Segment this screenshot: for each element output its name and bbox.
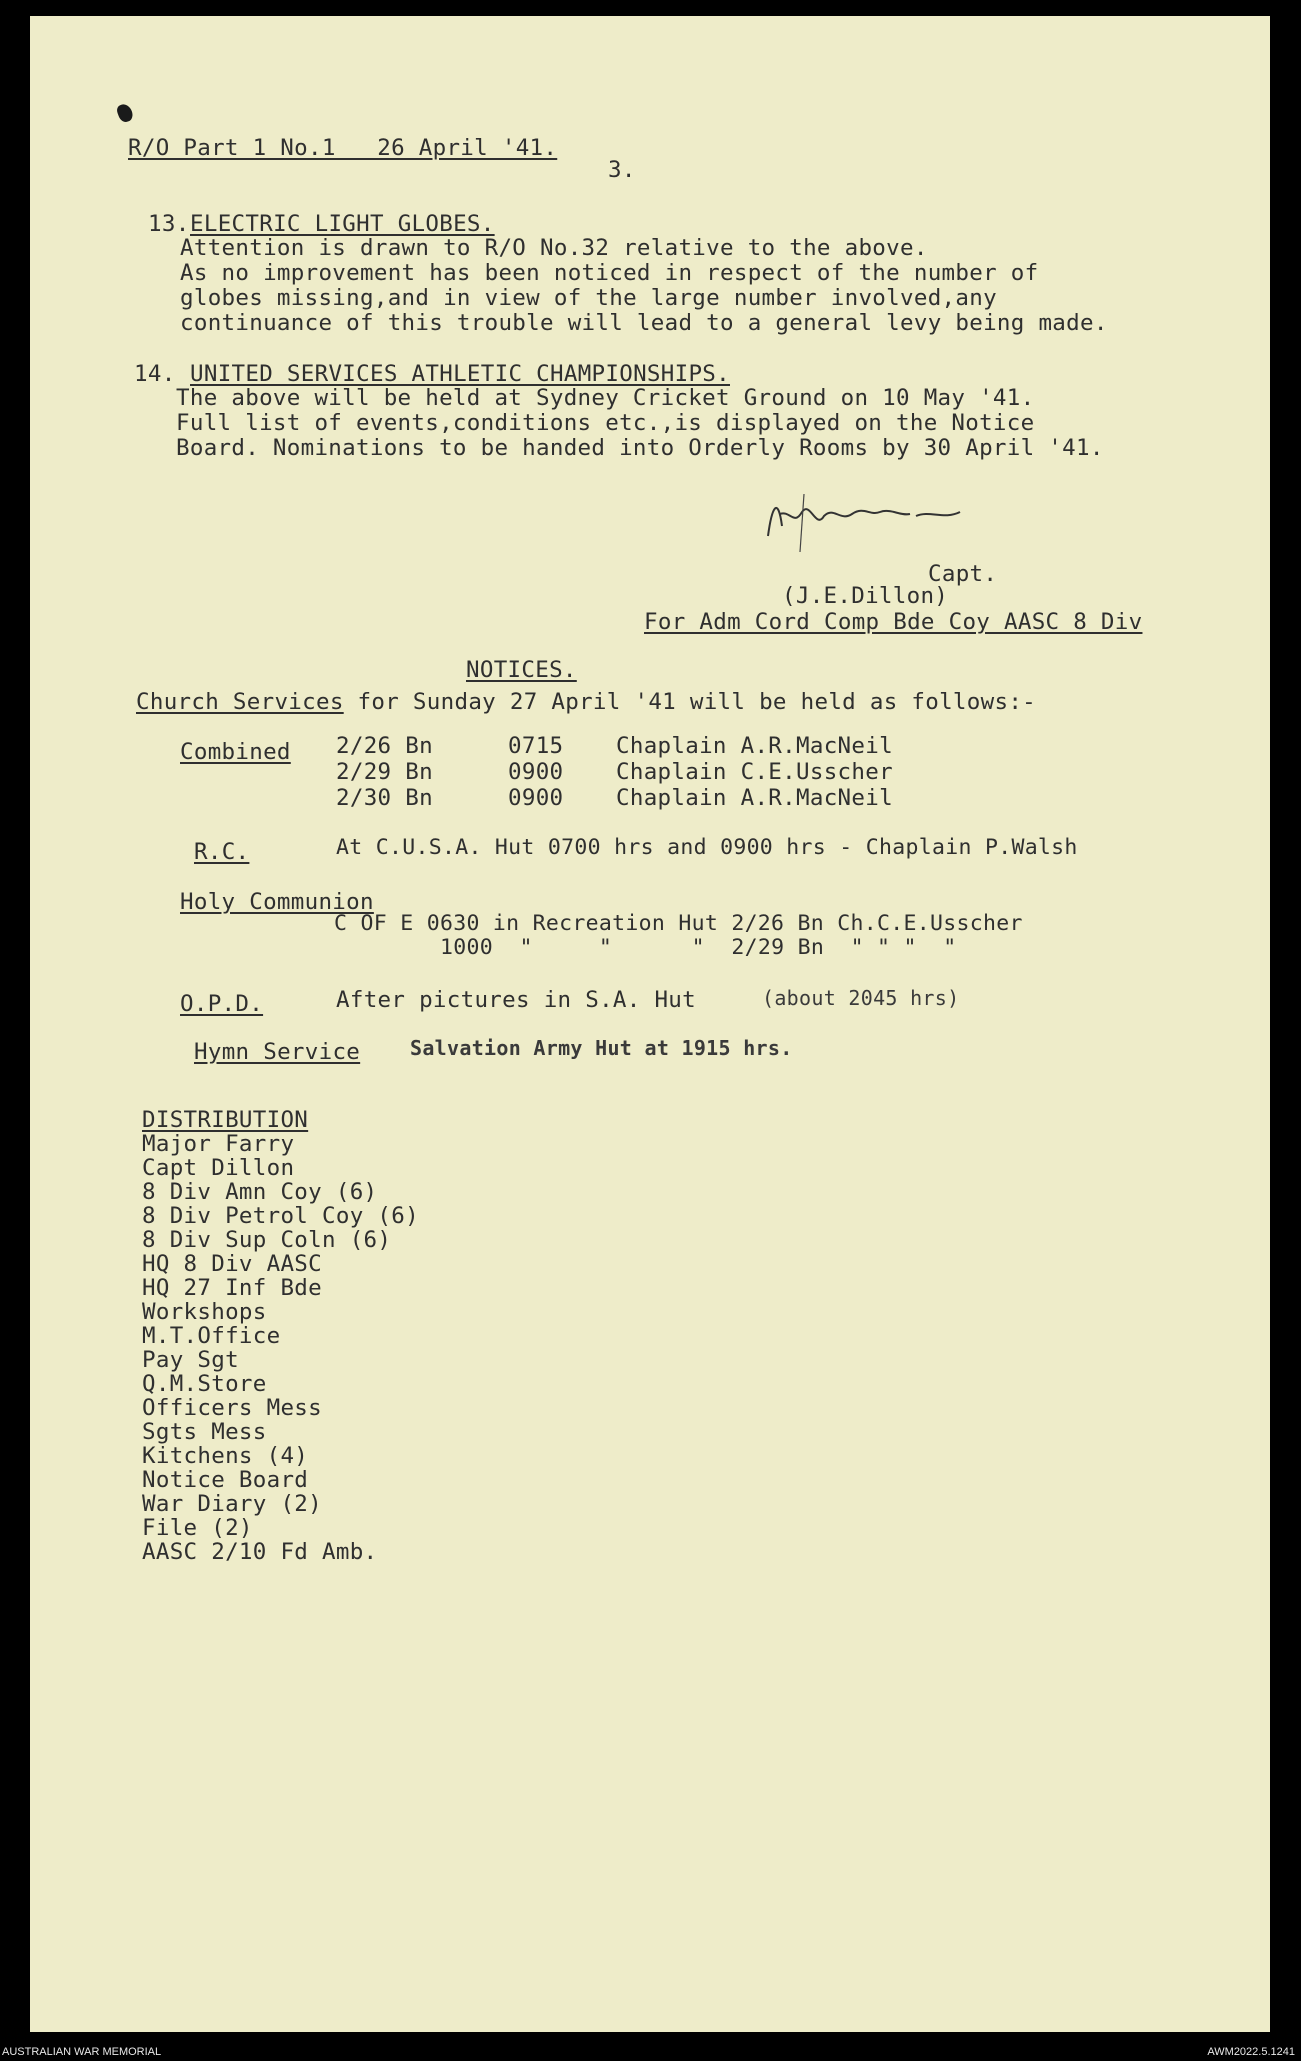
combined-chaplain: Chaplain A.R.MacNeil <box>616 733 893 759</box>
distribution-item: Notice Board <box>142 1467 309 1493</box>
distribution-item: File (2) <box>142 1515 253 1541</box>
combined-label: Combined <box>180 739 291 765</box>
opd-time-note: (about 2045 hrs) <box>762 986 960 1010</box>
distribution-item: HQ 27 Inf Bde <box>142 1275 322 1301</box>
item-13-line: As no improvement has been noticed in respect of the number of <box>180 260 1039 286</box>
item-13-line: globes missing,and in view of the large number involved,any <box>180 285 997 311</box>
item-14-title: UNITED SERVICES ATHLETIC CHAMPIONSHIPS. <box>190 361 730 387</box>
archive-reference: AWM2022.5.1241 <box>1207 2046 1295 2058</box>
item-14-line: The above will be held at Sydney Cricket Ground on 10 May '41. <box>176 385 1035 411</box>
combined-time: 0715 <box>508 733 564 759</box>
combined-unit: 2/30 Bn <box>336 785 433 811</box>
combined-unit: 2/26 Bn <box>336 733 433 759</box>
hymn-service-label: Hymn Service <box>194 1039 361 1065</box>
distribution-item: 8 Div Sup Coln (6) <box>142 1227 392 1253</box>
distribution-item: Major Farry <box>142 1131 295 1157</box>
order-reference: R/O Part 1 No.1 26 April '41. <box>128 135 558 161</box>
signatory-authority: For Adm Cord Comp Bde Coy AASC 8 Div <box>644 609 1143 635</box>
combined-unit: 2/29 Bn <box>336 759 433 785</box>
rc-label: R.C. <box>194 839 250 865</box>
church-services-label: Church Services <box>136 689 344 715</box>
hymn-service-note: Salvation Army Hut at 1915 hrs. <box>410 1036 793 1060</box>
distribution-item: Q.M.Store <box>142 1371 267 1397</box>
item-14-number: 14. <box>134 361 176 387</box>
distribution-item: HQ 8 Div AASC <box>142 1251 322 1277</box>
distribution-item: 8 Div Amn Coy (6) <box>142 1179 378 1205</box>
distribution-item: Kitchens (4) <box>142 1443 309 1469</box>
combined-chaplain: Chaplain A.R.MacNeil <box>616 785 893 811</box>
distribution-item: War Diary (2) <box>142 1491 322 1517</box>
item-14-line: Board. Nominations to be handed into Orderly Rooms by 30 April '41. <box>176 435 1104 461</box>
distribution-item: Pay Sgt <box>142 1347 239 1373</box>
holy-communion-label: Holy Communion <box>180 889 374 915</box>
item-14-line: Full list of events,conditions etc.,is displayed on the Notice <box>176 410 1035 436</box>
distribution-item: Officers Mess <box>142 1395 322 1421</box>
church-services-line <box>136 690 1036 714</box>
church-services-text: for Sunday 27 April '41 will be held as follows:- <box>343 689 1037 715</box>
holy-communion-line: 1000 " " " 2/29 Bn " " " " <box>440 935 957 960</box>
archive-credit: AUSTRALIAN WAR MEMORIAL <box>2 2046 162 2058</box>
distribution-item: 8 Div Petrol Coy (6) <box>142 1203 419 1229</box>
item-13-line: continuance of this trouble will lead to a general levy being made. <box>180 310 1108 336</box>
item-13-title: ELECTRIC LIGHT GLOBES. <box>190 211 495 237</box>
page-number: 3. <box>608 157 636 183</box>
distribution-list <box>142 1132 419 1564</box>
signatory-rank: Capt. <box>928 561 998 587</box>
opd-label: O.P.D. <box>180 991 264 1017</box>
combined-time: 0900 <box>508 759 564 785</box>
holy-communion-line: C OF E 0630 in Recreation Hut 2/26 Bn Ch.C.E.Usscher <box>334 911 1023 936</box>
distribution-item: Capt Dillon <box>142 1155 295 1181</box>
distribution-item: Sgts Mess <box>142 1419 267 1445</box>
combined-chaplain: Chaplain C.E.Usscher <box>616 759 893 785</box>
rc-text: At C.U.S.A. Hut 0700 hrs and 0900 hrs - Chaplain P.Walsh <box>336 835 1078 860</box>
handwritten-signature <box>760 486 1020 556</box>
distribution-item: Workshops <box>142 1299 267 1325</box>
distribution-heading: DISTRIBUTION <box>142 1107 309 1133</box>
combined-time: 0900 <box>508 785 564 811</box>
signatory-name: (J.E.Dillon) <box>782 583 949 609</box>
notices-heading: NOTICES. <box>466 657 577 683</box>
item-13-number: 13. <box>148 211 190 237</box>
distribution-item: M.T.Office <box>142 1323 281 1349</box>
opd-text: After pictures in S.A. Hut <box>336 987 696 1013</box>
distribution-item: AASC 2/10 Fd Amb. <box>142 1539 378 1565</box>
item-13-line: Attention is drawn to R/O No.32 relative to the above. <box>180 235 928 261</box>
